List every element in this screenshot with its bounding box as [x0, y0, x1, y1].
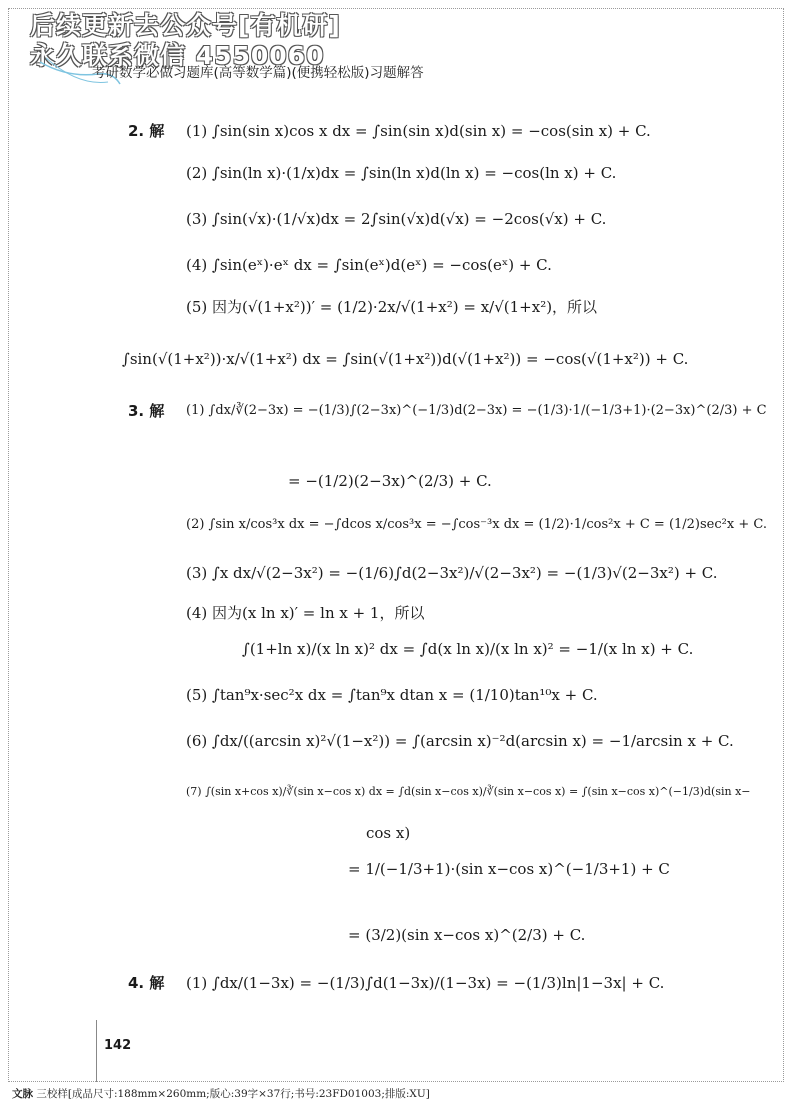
problem-2-part-5: (5) 因为(√(1+x²))′ = (1/2)·2x/√(1+x²) = x/√(1+x²)，所以 [186, 298, 598, 316]
problem-3-part-3: (3) ∫x dx/√(2−3x²) = −(1/6)∫d(2−3x²)/√(2−3x²) = −(1/3)√(2−3x²) + C. [186, 564, 718, 582]
print-footer [12, 1086, 430, 1101]
problem-4-part-1: (1) ∫dx/(1−3x) = −(1/3)∫d(1−3x)/(1−3x) = −(1/3)ln|1−3x| + C. [186, 974, 665, 992]
page-header: 考研数学必做习题库(高等数学篇)(便携轻松版)习题解答 [92, 65, 424, 81]
watermark-line-1: 后续更新去公众号[有机研] [30, 11, 341, 40]
problem-3-part-7-step: = 1/(−1/3+1)·(sin x−cos x)^(−1/3+1) + C [348, 860, 670, 878]
problem-3-part-1-cont: = −(1/2)(2−3x)^(2/3) + C. [288, 472, 492, 490]
watermark-line-2: 永久联系微信 4550060 [30, 41, 325, 70]
problem-2-part-3: (3) ∫sin(√x)·(1/√x)dx = 2∫sin(√x)d(√x) = −2cos(√x) + C. [186, 210, 607, 228]
margin-rule [96, 1020, 97, 1082]
page-number: 142 [104, 1038, 132, 1053]
problem-3-part-2: (2) ∫sin x/cos³x dx = −∫dcos x/cos³x = −∫cos⁻³x dx = (1/2)·1/cos²x + C = (1/2)sec²x + C. [186, 517, 767, 532]
problem-4-label: 4. 解 [128, 974, 165, 992]
problem-3-part-7-result: = (3/2)(sin x−cos x)^(2/3) + C. [348, 926, 586, 944]
problem-2-part-2: (2) ∫sin(ln x)·(1/x)dx = ∫sin(ln x)d(ln x) = −cos(ln x) + C. [186, 164, 617, 182]
problem-3-part-1: (1) ∫dx/∛(2−3x) = −(1/3)∫(2−3x)^(−1/3)d(2−3x) = −(1/3)·1/(−1/3+1)·(2−3x)^(2/3) + C [186, 403, 767, 418]
problem-3-part-4-result: ∫(1+ln x)/(x ln x)² dx = ∫d(x ln x)/(x ln x)² = −1/(x ln x) + C. [242, 640, 694, 658]
problem-2-label: 2. 解 [128, 122, 165, 140]
problem-3-part-4: (4) 因为(x ln x)′ = ln x + 1，所以 [186, 604, 425, 622]
problem-3-part-6: (6) ∫dx/((arcsin x)²√(1−x²)) = ∫(arcsin x)⁻²d(arcsin x) = −1/arcsin x + C. [186, 732, 734, 750]
footer-info: 三校样[成品尺寸:188mm×260mm;版心:39字×37行;书号:23FD01003;排版:XU] [36, 1088, 430, 1100]
footer-brand: 文脉 [12, 1088, 33, 1100]
problem-2-part-5-result: ∫sin(√(1+x²))·x/√(1+x²) dx = ∫sin(√(1+x²))d(√(1+x²)) = −cos(√(1+x²)) + C. [122, 350, 689, 368]
problem-3-part-7: (7) ∫(sin x+cos x)/∛(sin x−cos x) dx = ∫d(sin x−cos x)/∛(sin x−cos x) = ∫(sin x−cos x)^(−1/3)d(sin x− [186, 785, 751, 798]
problem-2-part-1: (1) ∫sin(sin x)cos x dx = ∫sin(sin x)d(sin x) = −cos(sin x) + C. [186, 122, 651, 140]
problem-3-part-7-wrap: cos x) [366, 824, 411, 842]
problem-3-part-5: (5) ∫tan⁹x·sec²x dx = ∫tan⁹x dtan x = (1/10)tan¹⁰x + C. [186, 686, 598, 704]
problem-2-part-4: (4) ∫sin(eˣ)·eˣ dx = ∫sin(eˣ)d(eˣ) = −cos(eˣ) + C. [186, 256, 552, 274]
problem-3-label: 3. 解 [128, 402, 165, 420]
